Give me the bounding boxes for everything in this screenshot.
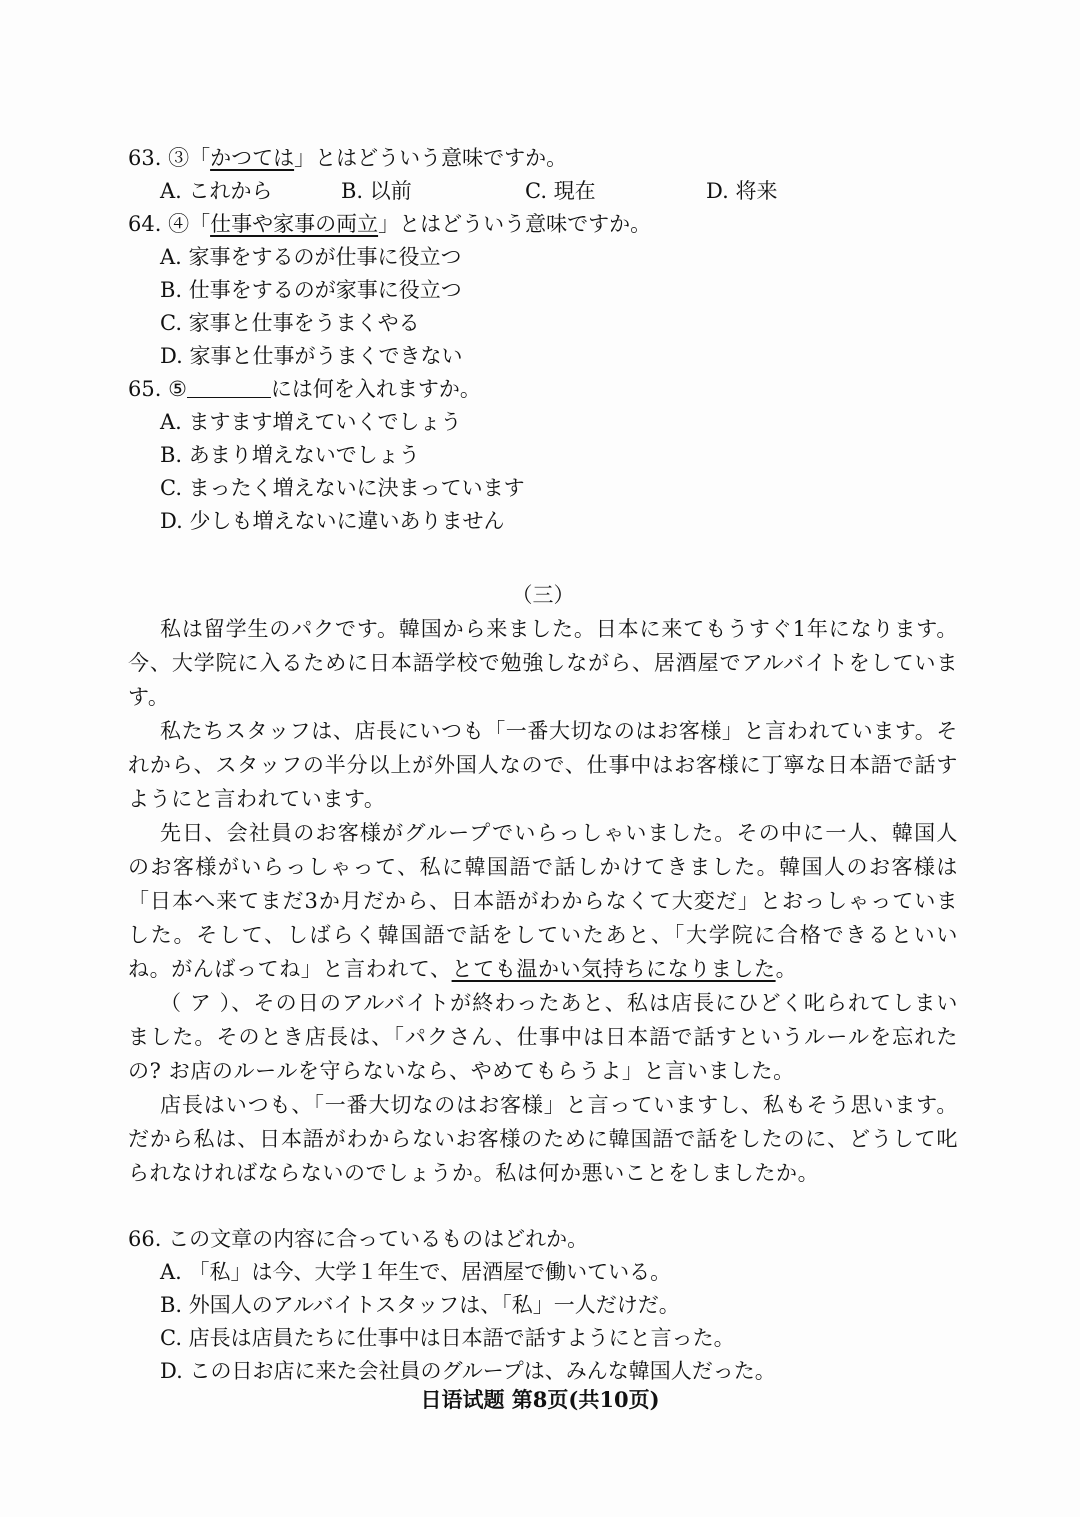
passage-paragraph-4: （ ア ）、その日のアルバイトが終わったあと、私は店長にひどく叱られてしまいました。そのとき店長は、「パクさん、仕事中は日本語で話すというルールを忘れたの? お店のルールを守らないなら、やめてもらうよ」と言いました。: [128, 991, 958, 1083]
question-66-option-a: A. 「私」は今、大学１年生で、居酒屋で働いている。: [160, 1260, 672, 1284]
question-63-suffix: 」とはどういう意味ですか。: [294, 146, 568, 170]
question-65-option-a: A. ますます増えていくでしょう: [160, 410, 462, 434]
question-64-option-d: D. 家事と仕事がうまくできない: [160, 344, 463, 368]
passage-paragraph-5: 店長はいつも、「一番大切なのはお客様」と言っていますし、私もそう思います。だから私は、日本語がわからないお客様のために韓国語で話をしたのに、どうして叱られなければならないのでしょうか。私は何か悪いことをしましたか。: [128, 1093, 958, 1185]
question-66-option-c: C. 店長は店員たちに仕事中は日本語で話すようにと言った。: [160, 1326, 735, 1350]
question-64-option-b: B. 仕事をするのが家事に役立つ: [160, 278, 462, 302]
question-63-options: [128, 175, 958, 208]
question-66-option-b: B. 外国人のアルバイトスタッフは、「私」一人だけだ。: [160, 1293, 680, 1317]
question-63-option-c: C. 現在: [525, 179, 596, 203]
passage-underlined-phrase: とても温かい気持ちになりました: [451, 957, 776, 981]
passage-paragraph-3-end: 。: [775, 957, 798, 981]
answer-blank-line: [187, 373, 271, 398]
question-63-stem: [128, 142, 958, 175]
question-65-option-d: D. 少しも増えないに違いありません: [160, 509, 505, 533]
question-65-stem: [128, 373, 958, 406]
question-66-stem: 66. この文章の内容に合っているものはどれか。: [128, 1227, 589, 1251]
exam-page-content: [128, 142, 958, 1388]
question-64-option-a: A. 家事をするのが仕事に役立つ: [160, 245, 462, 269]
question-64-stem: [128, 208, 958, 241]
question-64-option-c: C. 家事と仕事をうまくやる: [160, 311, 420, 335]
question-65-option-c: C. まったく増えないに決まっています: [160, 476, 525, 500]
question-66-option-d: D. この日お店に来た会社員のグループは、みんな韓国人だった。: [160, 1359, 776, 1383]
question-63-underlined-term: かつては: [210, 146, 295, 170]
question-64-prefix: 64. ④「: [128, 212, 211, 236]
question-65-option-b: B. あまり増えないでしょう: [160, 443, 420, 467]
passage-paragraph-3: [128, 816, 958, 986]
question-63-prefix: 63. ③「: [128, 146, 211, 170]
question-65-prefix: 65. ⑤: [128, 377, 187, 401]
question-63-option-d: D. 将来: [706, 179, 778, 203]
question-64-suffix: 」とはどういう意味ですか。: [378, 212, 652, 236]
question-63-option-b: B. 以前: [341, 179, 412, 203]
passage-paragraph-3-text: 先日、会社員のお客様がグループでいらっしゃいました。その中に一人、韓国人のお客様がいらっしゃって、私に韓国語で話しかけてきました。韓国人のお客様は「日本へ来てまだ3か月だから、日本語がわからなくて大変だ」とおっしゃっていました。そして、しばらく韓国語で話をしていたあと、「大学院に合格できるといいね。がんばってね」と言われて、: [128, 821, 958, 981]
question-63-option-a: A. これから: [160, 179, 273, 203]
passage-paragraph-2: 私たちスタッフは、店長にいつも「一番大切なのはお客様」と言われています。それから、スタッフの半分以上が外国人なので、仕事中はお客様に丁寧な日本語で話すようにと言われています。: [128, 719, 958, 811]
passage-paragraph-1: 私は留学生のパクです。韓国から来ました。日本に来てもうすぐ1年になります。今、大学院に入るために日本語学校で勉強しながら、居酒屋でアルバイトをしています。: [128, 617, 958, 709]
page-footer: 日语试题 第8页(共10页): [420, 1387, 660, 1412]
passage-section-title: （三）: [511, 583, 575, 607]
question-65-suffix: には何を入れますか。: [270, 377, 481, 401]
question-64-underlined-term: 仕事や家事の両立: [210, 212, 379, 236]
